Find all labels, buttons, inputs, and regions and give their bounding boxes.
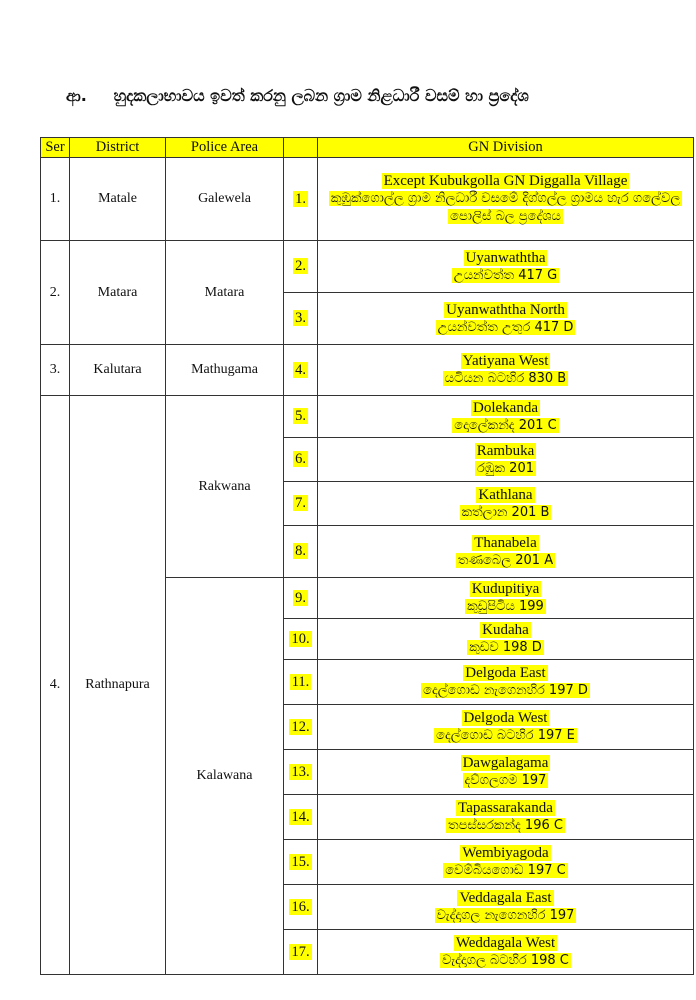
gn-name-en: Tapassarakanda [458,800,553,816]
gn-name-en: Delgoda East [465,665,546,681]
row-number-cell: 9. [284,578,318,619]
gn-name-si: උයන්වත්ත 417 G [453,267,558,283]
header-district: District [70,138,166,158]
row-number-cell: 15. [284,840,318,885]
gn-division-cell [318,438,694,482]
row-number-cell: 8. [284,526,318,578]
gn-name-en: Wembiyagoda [462,845,549,861]
police-area-cell: Mathugama [166,345,284,396]
gn-name-en: Yatiyana West [462,353,549,369]
heading-title: හුදකලාභාවය ඉවත් කරනු ලබන ග්‍රාම නිළධාරී වසම් හා ප්‍රදේශ [113,86,529,105]
table-row [41,241,694,293]
gn-division-cell [318,241,694,293]
gn-name-en: Delgoda West [463,710,548,726]
district-cell: Matara [70,241,166,345]
header-police-area: Police Area [166,138,284,158]
gn-division-cell [318,660,694,705]
row-number-cell: 13. [284,750,318,795]
gn-name-en: Weddagala West [455,935,556,951]
gn-name-si: වැද්දාගල නැගෙනහිර 197 [436,908,575,923]
header-gn-division: GN Division [318,138,694,158]
gn-name-si: තපස්සරකන්ද 196 C [448,818,563,833]
gn-name-en: Veddagala East [459,890,552,906]
gn-name-si: වෙම්බියගොඩ 197 C [445,863,566,878]
row-number-cell: 6. [284,438,318,482]
row-number-cell: 16. [284,885,318,930]
row-number-cell: 12. [284,705,318,750]
district-cell: Matale [70,158,166,241]
gn-division-cell [318,293,694,345]
table-row [41,345,694,396]
ser-cell: 3. [41,345,70,396]
gn-name-si: උයන්වත්ත උතුර 417 D [437,319,574,335]
police-area-cell: Kalawana [166,578,284,975]
gn-name-si: කත්ලාන 201 B [461,504,550,520]
gn-division-cell [318,578,694,619]
gn-name-en: Kudaha [482,622,529,638]
gn-division-cell [318,750,694,795]
gn-division-cell [318,840,694,885]
gn-division-cell [318,795,694,840]
gn-name-si: දොලේකන්ද 201 C [454,417,557,433]
gn-name-si: කුඹුක්ගොල්ල ග්‍රාම නිලධාරී වසමේ දිග්ගල්ල ග්‍රාමය හැර ගලේවල [330,191,681,206]
ser-cell: 4. [41,396,70,975]
gn-name-en: Kathlana [478,486,533,503]
row-number-cell: 7. [284,482,318,526]
section-heading [66,86,529,106]
gn-name-en: Rambuka [476,442,535,459]
table-header-row [41,138,694,158]
gn-division-cell [318,705,694,750]
gn-name-si: කුඩුපිටිය 199 [467,599,544,614]
gn-division-cell [318,396,694,438]
police-area-cell: Rakwana [166,396,284,578]
gn-name-si: කුඩව 198 D [469,640,542,655]
gn-name-si: වැද්දාගල බටහිර 198 C [442,953,569,968]
gn-division-cell [318,619,694,660]
header-number-blank [284,138,318,158]
ser-cell: 2. [41,241,70,345]
row-number-cell: 1. [284,158,318,241]
gn-name-en: Kudupitiya [471,581,540,597]
gn-name-si: දෙල්ගොඩ බටහිර 197 E [436,728,575,743]
row-number-cell: 3. [284,293,318,345]
gn-division-cell [318,885,694,930]
row-number-cell: 2. [284,241,318,293]
gn-name-si: දව්ගලගම 197 [464,773,547,788]
gn-division-cell [318,158,694,241]
gn-name-en: Uyanwaththa North [446,301,565,318]
row-number-cell: 11. [284,660,318,705]
gn-name-si: දෙල්ගොඩ නැගෙනහිර 197 D [423,683,588,698]
gn-name-en: Thanabela [474,534,537,551]
gn-division-table [40,137,694,975]
table-row [41,158,694,241]
police-area-cell: Galewela [166,158,284,241]
gn-name-en: Except Kubukgolla GN Diggalla Village [383,173,628,189]
gn-division-cell [318,345,694,396]
district-cell: Rathnapura [70,396,166,975]
header-ser: Ser [41,138,70,158]
gn-name-si: රඹුක 201 [477,460,534,476]
ser-cell: 1. [41,158,70,241]
row-number-cell: 5. [284,396,318,438]
police-area-cell: Matara [166,241,284,345]
gn-division-cell [318,482,694,526]
row-number-cell: 4. [284,345,318,396]
district-cell: Kalutara [70,345,166,396]
gn-name-si: යටියන බටහිර 830 B [444,371,567,386]
gn-division-cell [318,930,694,975]
gn-division-cell [318,526,694,578]
gn-name-si: තණබෙල 201 A [457,552,554,568]
row-number-cell: 17. [284,930,318,975]
gn-name-en: Dawgalagama [462,755,549,771]
gn-name-si-cont: පොලිස් බල ප්‍රදේශය [450,209,561,224]
table-row [41,396,694,438]
row-number-cell: 10. [284,619,318,660]
row-number-cell: 14. [284,795,318,840]
gn-name-en: Uyanwaththa [465,249,546,266]
gn-name-en: Dolekanda [473,399,538,416]
heading-number: ආ. [66,86,87,105]
